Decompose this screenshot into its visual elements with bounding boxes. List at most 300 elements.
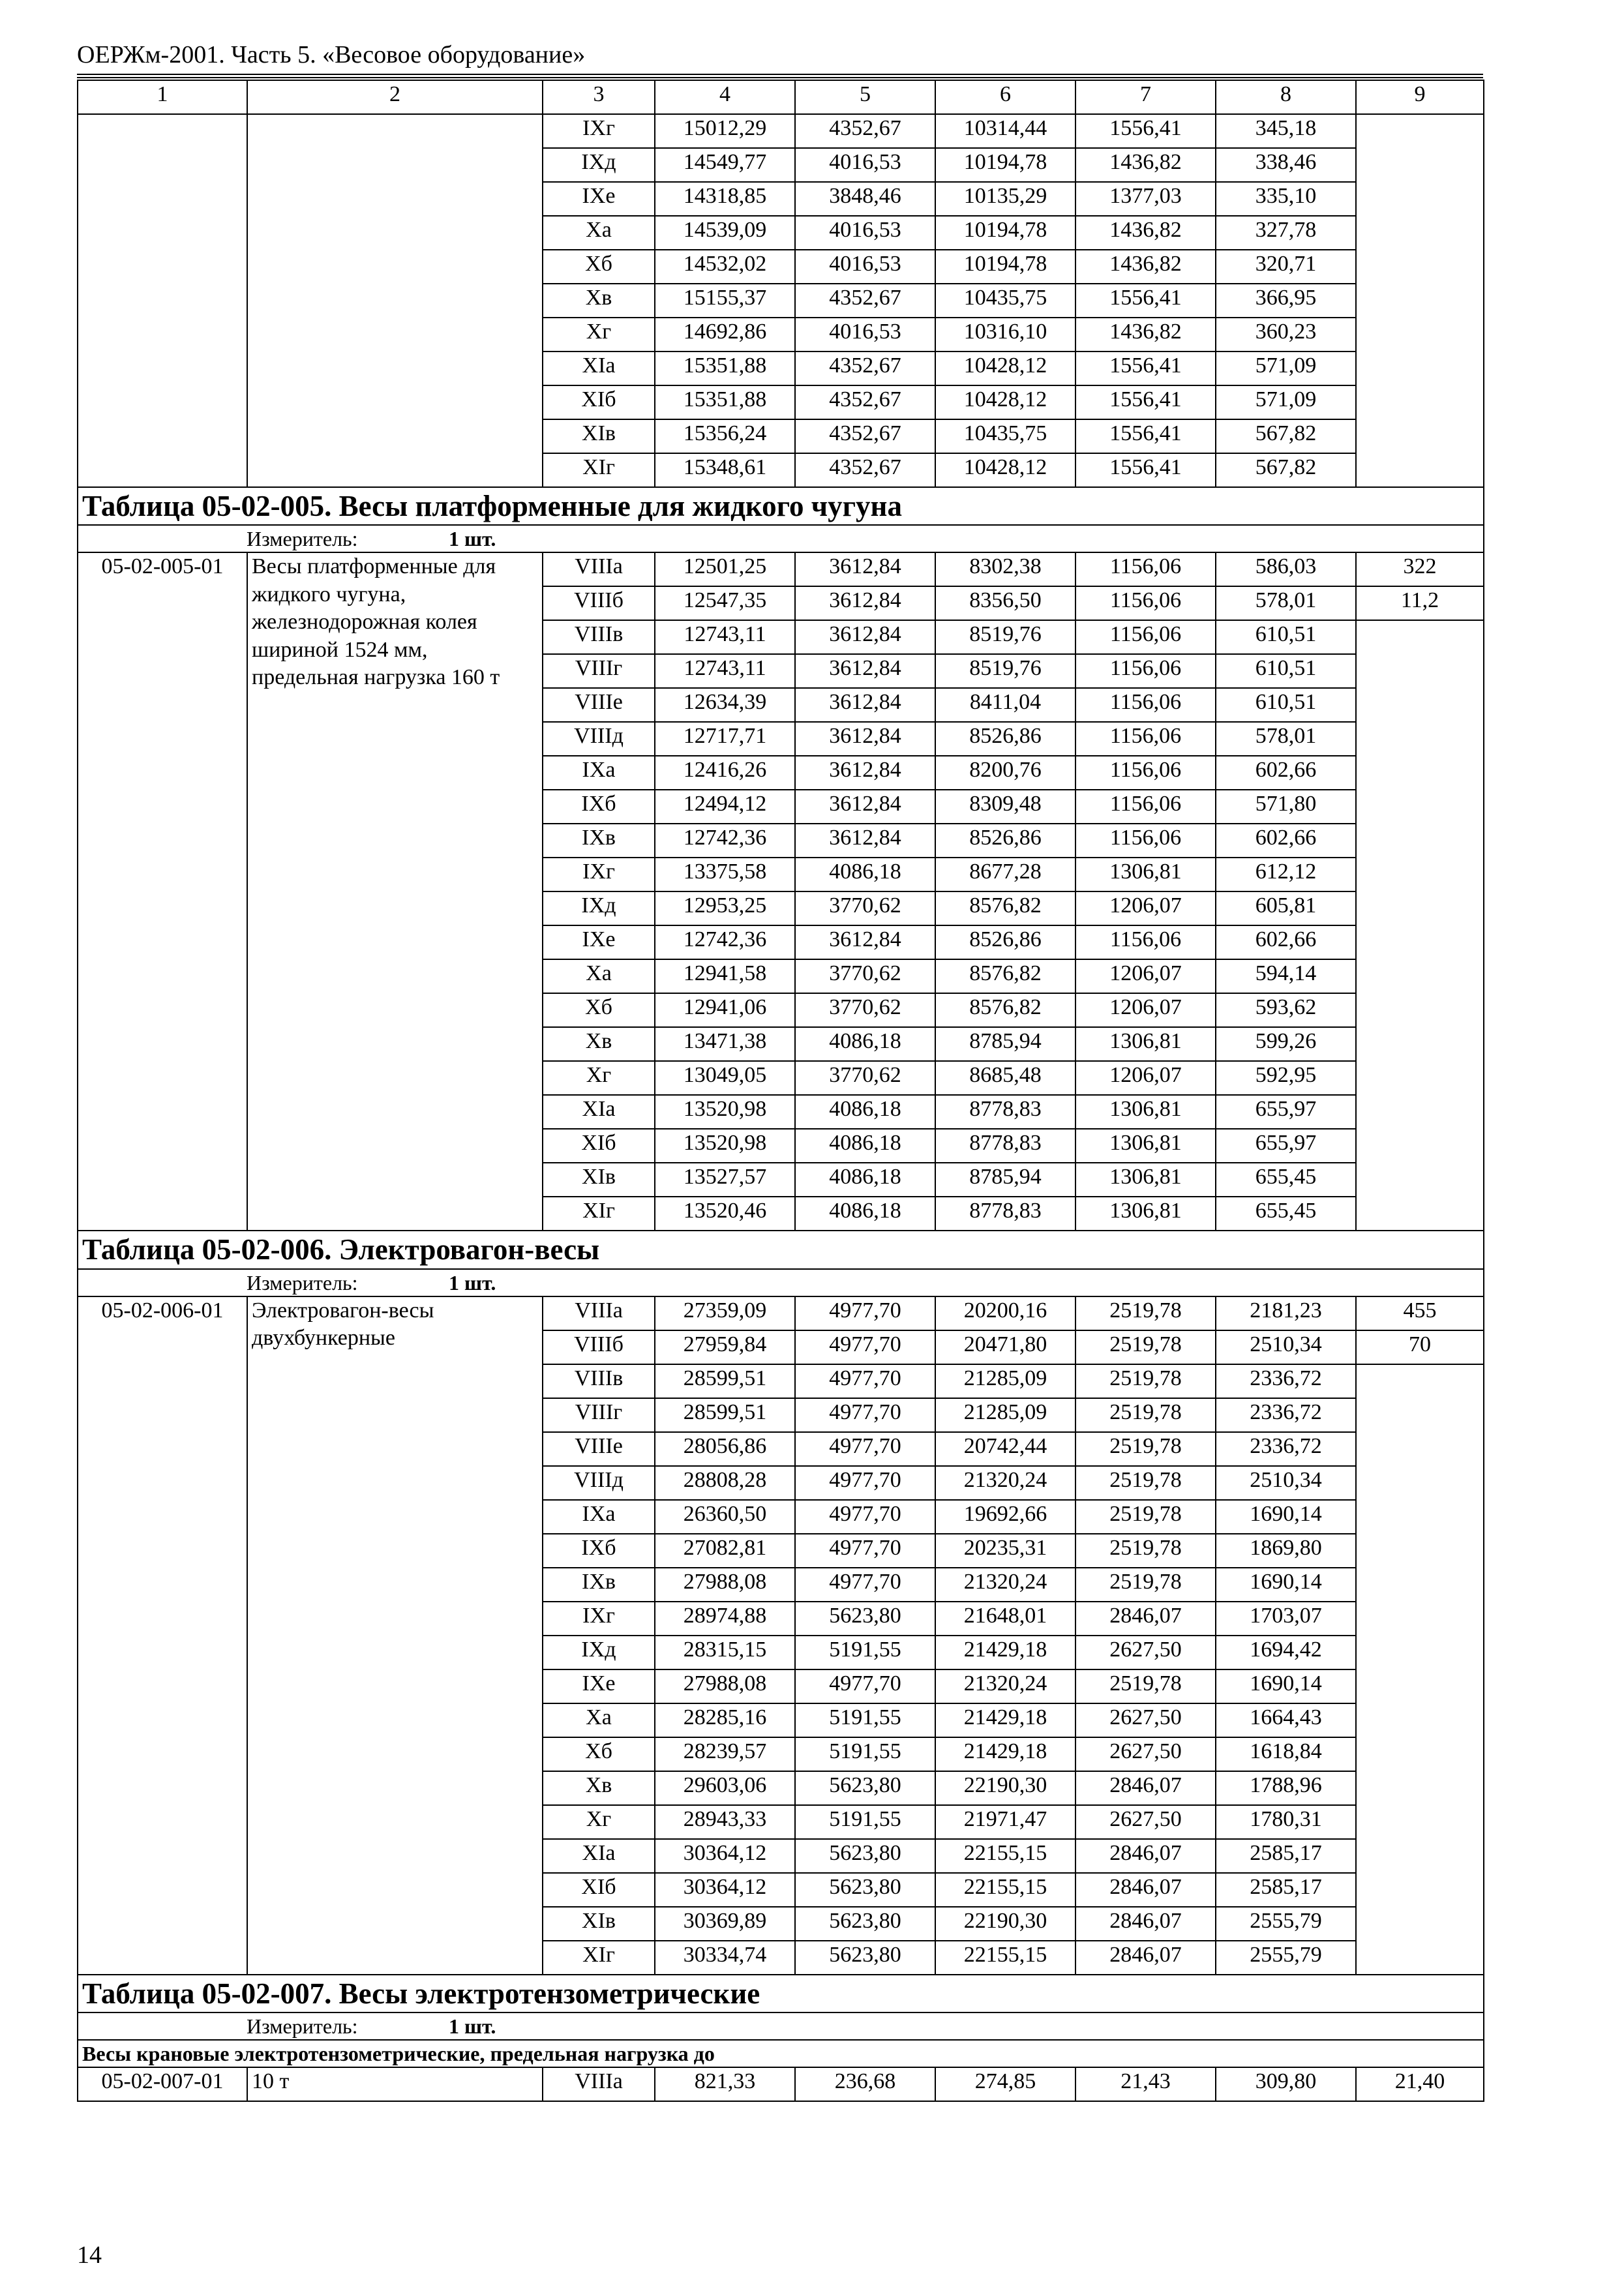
table-cell: 5623,80 [795, 1941, 935, 1975]
table-cell: 20235,31 [935, 1534, 1075, 1568]
table-cell: 2627,50 [1075, 1636, 1216, 1669]
table-cell: 15351,88 [655, 385, 795, 419]
meter-row [78, 525, 1484, 552]
table-cell: 2519,78 [1075, 1296, 1216, 1330]
table-cell: 1618,84 [1216, 1737, 1356, 1771]
col9-cell: 455 [1356, 1296, 1484, 1330]
table-cell: 4977,70 [795, 1330, 935, 1364]
code-cell: 05-02-006-01 [78, 1296, 247, 1975]
table-cell: IXб [543, 1534, 655, 1568]
table-cell: 821,33 [655, 2067, 795, 2101]
table-cell: 5623,80 [795, 1839, 935, 1873]
table-title: Таблица 05-02-006. Электровагон-весы [78, 1231, 1484, 1268]
table-cell: XIб [543, 1129, 655, 1163]
table-cell: 571,09 [1216, 352, 1356, 385]
col9-cell: 70 [1356, 1330, 1484, 1364]
table-cell: 3612,84 [795, 654, 935, 688]
table-cell: 27359,09 [655, 1296, 795, 1330]
table-cell: 1556,41 [1075, 453, 1216, 487]
table-cell: 2519,78 [1075, 1466, 1216, 1500]
table-cell: 27988,08 [655, 1568, 795, 1602]
table-cell: 10435,75 [935, 419, 1075, 453]
table-cell: VIIIд [543, 722, 655, 756]
table-cell: VIIIд [543, 1466, 655, 1500]
table-cell: 28943,33 [655, 1805, 795, 1839]
table-cell: 605,81 [1216, 891, 1356, 925]
table-cell: 5623,80 [795, 1873, 935, 1907]
table-cell: 15356,24 [655, 419, 795, 453]
table-cell: 602,66 [1216, 925, 1356, 959]
table-cell: 1436,82 [1075, 216, 1216, 250]
table-cell: Xг [543, 1805, 655, 1839]
table-cell: 3612,84 [795, 722, 935, 756]
table-cell: 3848,46 [795, 182, 935, 216]
header-rule [77, 74, 1483, 75]
table-cell: 4086,18 [795, 1129, 935, 1163]
table-cell: Xв [543, 1771, 655, 1805]
table-cell: 8576,82 [935, 993, 1075, 1027]
table-cell: VIIIa [543, 1296, 655, 1330]
table-cell: 2846,07 [1075, 1839, 1216, 1873]
table-cell: 360,23 [1216, 318, 1356, 352]
table-cell: 10194,78 [935, 148, 1075, 182]
column-number: 4 [655, 80, 795, 114]
table-cell: 28315,15 [655, 1636, 795, 1669]
table-cell: 610,51 [1216, 654, 1356, 688]
table-row [78, 552, 1484, 586]
table-cell: 4352,67 [795, 453, 935, 487]
table-cell: 1206,07 [1075, 993, 1216, 1027]
table-cell: 20471,80 [935, 1330, 1075, 1364]
table-cell: 655,97 [1216, 1095, 1356, 1129]
table-cell: 4352,67 [795, 419, 935, 453]
table-cell: 8685,48 [935, 1061, 1075, 1095]
table-cell: 4977,70 [795, 1534, 935, 1568]
table-cell: VIIIe [543, 688, 655, 722]
table-cell: 19692,66 [935, 1500, 1075, 1534]
table-cell: 1377,03 [1075, 182, 1216, 216]
table-cell: 8526,86 [935, 925, 1075, 959]
table-cell: 2519,78 [1075, 1330, 1216, 1364]
table-cell: 22155,15 [935, 1941, 1075, 1975]
table-cell: 10428,12 [935, 385, 1075, 419]
resource-table [77, 80, 1484, 2102]
table-cell: 2846,07 [1075, 1771, 1216, 1805]
table-cell: 1306,81 [1075, 1163, 1216, 1197]
table-cell: 1556,41 [1075, 114, 1216, 148]
table-cell: 1156,06 [1075, 756, 1216, 790]
meter-row [78, 1269, 1484, 1296]
table-cell: Xг [543, 318, 655, 352]
table-cell: 30369,89 [655, 1907, 795, 1941]
meter-cell [78, 2012, 1484, 2040]
table-cell: XIa [543, 1095, 655, 1129]
table-cell: 8785,94 [935, 1027, 1075, 1061]
table-cell: 21320,24 [935, 1568, 1075, 1602]
table-cell: 1703,07 [1216, 1602, 1356, 1636]
meter-label: Измеритель: [247, 527, 358, 551]
table-cell: 5623,80 [795, 1907, 935, 1941]
table-cell: 15155,37 [655, 284, 795, 318]
table-cell: 3770,62 [795, 891, 935, 925]
table-cell: IXe [543, 182, 655, 216]
column-number: 5 [795, 80, 935, 114]
table-cell: 1306,81 [1075, 1129, 1216, 1163]
table-cell: 12743,11 [655, 654, 795, 688]
table-cell: 578,01 [1216, 586, 1356, 620]
table-cell: 2627,50 [1075, 1703, 1216, 1737]
table-cell: 22155,15 [935, 1839, 1075, 1873]
table-cell: 28056,86 [655, 1432, 795, 1466]
table-cell: VIIIб [543, 1330, 655, 1364]
meter-label: Измеритель: [247, 1270, 358, 1294]
table-cell: 27988,08 [655, 1669, 795, 1703]
table-cell: 3612,84 [795, 756, 935, 790]
table-cell: IXa [543, 756, 655, 790]
table-cell: 1556,41 [1075, 284, 1216, 318]
col9-cell: 322 [1356, 552, 1484, 586]
table-cell: 2585,17 [1216, 1873, 1356, 1907]
table-cell: Xa [543, 959, 655, 993]
table-cell: 594,14 [1216, 959, 1356, 993]
table-cell: 3612,84 [795, 552, 935, 586]
table-cell: 3770,62 [795, 993, 935, 1027]
table-cell: 8526,86 [935, 824, 1075, 858]
table-cell: 29603,06 [655, 1771, 795, 1805]
table-cell: 4352,67 [795, 385, 935, 419]
code-cell: 05-02-005-01 [78, 552, 247, 1231]
table-cell: 8309,48 [935, 790, 1075, 824]
table-cell: IXд [543, 148, 655, 182]
table-cell: Xб [543, 993, 655, 1027]
table-cell: 567,82 [1216, 453, 1356, 487]
table-cell: 612,12 [1216, 858, 1356, 891]
table-title: Таблица 05-02-007. Весы электротензометрические [78, 1975, 1484, 2012]
table-cell: IXe [543, 1669, 655, 1703]
table-cell: 5623,80 [795, 1771, 935, 1805]
table-cell: 28599,51 [655, 1364, 795, 1398]
table-cell: XIг [543, 1941, 655, 1975]
table-cell: 12494,12 [655, 790, 795, 824]
table-cell: 28599,51 [655, 1398, 795, 1432]
table-cell: 2336,72 [1216, 1398, 1356, 1432]
table-cell: 2336,72 [1216, 1364, 1356, 1398]
table-cell: 8356,50 [935, 586, 1075, 620]
table-cell: VIIIг [543, 1398, 655, 1432]
table-cell: 28285,16 [655, 1703, 795, 1737]
table-cell: 10194,78 [935, 250, 1075, 284]
table-cell: 327,78 [1216, 216, 1356, 250]
table-cell: 320,71 [1216, 250, 1356, 284]
table-cell: 13471,38 [655, 1027, 795, 1061]
table-row [78, 114, 1484, 148]
table-cell: 1156,06 [1075, 654, 1216, 688]
column-number: 8 [1216, 80, 1356, 114]
table-cell: 22190,30 [935, 1771, 1075, 1805]
column-number: 1 [78, 80, 247, 114]
table-cell: XIa [543, 352, 655, 385]
description-cell: Электровагон-весы двухбункерные [247, 1296, 543, 1975]
table-cell: IXд [543, 1636, 655, 1669]
table-cell: 30364,12 [655, 1839, 795, 1873]
table-cell: 4977,70 [795, 1398, 935, 1432]
table-cell: 8519,76 [935, 654, 1075, 688]
table-cell: 1156,06 [1075, 552, 1216, 586]
table-cell: 578,01 [1216, 722, 1356, 756]
table-cell: 20742,44 [935, 1432, 1075, 1466]
table-cell: 8576,82 [935, 891, 1075, 925]
table-cell: 4086,18 [795, 858, 935, 891]
table-cell: 4016,53 [795, 318, 935, 352]
table-cell: 4352,67 [795, 352, 935, 385]
table-cell: 14549,77 [655, 148, 795, 182]
table-cell: 12416,26 [655, 756, 795, 790]
table-cell: 12743,11 [655, 620, 795, 654]
table-cell: 13049,05 [655, 1061, 795, 1095]
column-number: 2 [247, 80, 543, 114]
table-cell: 655,45 [1216, 1163, 1356, 1197]
table-cell: 10194,78 [935, 216, 1075, 250]
table-cell: 2519,78 [1075, 1568, 1216, 1602]
table-cell: 12941,58 [655, 959, 795, 993]
table-cell: 4977,70 [795, 1296, 935, 1330]
table-cell: 1306,81 [1075, 1095, 1216, 1129]
table-cell: 10428,12 [935, 453, 1075, 487]
table-cell: 335,10 [1216, 182, 1356, 216]
table-cell: 1206,07 [1075, 959, 1216, 993]
table-cell: 21648,01 [935, 1602, 1075, 1636]
subheading: Весы крановые электротензометрические, предельная нагрузка до [78, 2040, 1484, 2067]
table-cell: 602,66 [1216, 824, 1356, 858]
table-cell: 274,85 [935, 2067, 1075, 2101]
table-cell: 4016,53 [795, 216, 935, 250]
table-cell: 1869,80 [1216, 1534, 1356, 1568]
table-cell: 8677,28 [935, 858, 1075, 891]
table-cell: VIIIг [543, 654, 655, 688]
table-cell: 592,95 [1216, 1061, 1356, 1095]
table-cell: 15012,29 [655, 114, 795, 148]
table-cell: 13520,46 [655, 1197, 795, 1231]
table-cell: 8411,04 [935, 688, 1075, 722]
table-cell: 21429,18 [935, 1737, 1075, 1771]
table-cell: 8302,38 [935, 552, 1075, 586]
table-cell: 4086,18 [795, 1197, 935, 1231]
table-cell: 26360,50 [655, 1500, 795, 1534]
table-cell: 2510,34 [1216, 1330, 1356, 1364]
table-cell: 1156,06 [1075, 586, 1216, 620]
column-number: 6 [935, 80, 1075, 114]
table-cell: 12742,36 [655, 925, 795, 959]
table-cell: 21285,09 [935, 1364, 1075, 1398]
table-cell: 10316,10 [935, 318, 1075, 352]
table-cell: 8200,76 [935, 756, 1075, 790]
table-cell: 5191,55 [795, 1703, 935, 1737]
table-cell: Xг [543, 1061, 655, 1095]
table-cell: 1436,82 [1075, 148, 1216, 182]
meter-unit: 1 шт. [449, 1270, 496, 1294]
table-cell: 2846,07 [1075, 1941, 1216, 1975]
table-cell: 21429,18 [935, 1636, 1075, 1669]
description-cell: Весы платформенные для жидкого чугуна, железнодорожная колея шириной 1524 мм, предельная нагрузка 160 т [247, 552, 543, 1231]
table-cell: IXб [543, 790, 655, 824]
table-cell: IXв [543, 1568, 655, 1602]
table-cell: 13375,58 [655, 858, 795, 891]
table-cell: 2627,50 [1075, 1805, 1216, 1839]
table-cell: 610,51 [1216, 620, 1356, 654]
meter-label: Измеритель: [247, 2014, 358, 2038]
table-cell: 4016,53 [795, 148, 935, 182]
table-cell: 602,66 [1216, 756, 1356, 790]
table-cell: 14318,85 [655, 182, 795, 216]
table-cell: 12941,06 [655, 993, 795, 1027]
meter-unit: 1 шт. [449, 527, 496, 551]
table-cell: 599,26 [1216, 1027, 1356, 1061]
table-cell: 1306,81 [1075, 858, 1216, 891]
table-cell: IXв [543, 824, 655, 858]
table-cell: IXг [543, 114, 655, 148]
code-cell [78, 114, 247, 487]
table-cell: 345,18 [1216, 114, 1356, 148]
page-header: ОЕРЖм-2001. Часть 5. «Весовое оборудование» [77, 41, 586, 68]
table-cell: 13520,98 [655, 1129, 795, 1163]
table-cell: 655,45 [1216, 1197, 1356, 1231]
table-cell: 21971,47 [935, 1805, 1075, 1839]
table-cell: 12742,36 [655, 824, 795, 858]
col9-cell: 11,2 [1356, 586, 1484, 620]
meter-cell [78, 1269, 1484, 1296]
table-cell: 4086,18 [795, 1163, 935, 1197]
table-cell: 3612,84 [795, 824, 935, 858]
table-cell: 2555,79 [1216, 1907, 1356, 1941]
table-cell: 236,68 [795, 2067, 935, 2101]
table-cell: VIIIe [543, 1432, 655, 1466]
table-cell: 1690,14 [1216, 1500, 1356, 1534]
table-cell: 14692,86 [655, 318, 795, 352]
table-cell: 12547,35 [655, 586, 795, 620]
table-cell: 1436,82 [1075, 250, 1216, 284]
table-title: Таблица 05-02-005. Весы платформенные для жидкого чугуна [78, 487, 1484, 525]
table-title-row [78, 1975, 1484, 2012]
table-cell: 14532,02 [655, 250, 795, 284]
column-number: 3 [543, 80, 655, 114]
table-cell: 1780,31 [1216, 1805, 1356, 1839]
table-cell: 12634,39 [655, 688, 795, 722]
table-cell: 8785,94 [935, 1163, 1075, 1197]
table-cell: 1788,96 [1216, 1771, 1356, 1805]
table-cell: 3612,84 [795, 620, 935, 654]
table-cell: 21,43 [1075, 2067, 1216, 2101]
column-number: 9 [1356, 80, 1484, 114]
table-cell: 2519,78 [1075, 1500, 1216, 1534]
table-cell: 4016,53 [795, 250, 935, 284]
table-cell: 571,09 [1216, 385, 1356, 419]
table-cell: 28239,57 [655, 1737, 795, 1771]
meter-row [78, 2012, 1484, 2040]
table-cell: 4086,18 [795, 1027, 935, 1061]
table-cell: XIб [543, 385, 655, 419]
table-cell: 1206,07 [1075, 891, 1216, 925]
table-cell: 571,80 [1216, 790, 1356, 824]
table-cell: 1156,06 [1075, 620, 1216, 654]
table-cell: 8778,83 [935, 1197, 1075, 1231]
table-cell: Xa [543, 1703, 655, 1737]
table-cell: 2519,78 [1075, 1398, 1216, 1432]
page-number: 14 [77, 2241, 102, 2269]
table-cell: 2627,50 [1075, 1737, 1216, 1771]
table-cell: Xa [543, 216, 655, 250]
table-cell: Xв [543, 1027, 655, 1061]
table-cell: 3770,62 [795, 1061, 935, 1095]
table-cell: 4977,70 [795, 1568, 935, 1602]
table-cell: 8778,83 [935, 1129, 1075, 1163]
table-cell: 30334,74 [655, 1941, 795, 1975]
table-cell: 15348,61 [655, 453, 795, 487]
table-cell: 4086,18 [795, 1095, 935, 1129]
table-cell: 12501,25 [655, 552, 795, 586]
table-cell: Xв [543, 284, 655, 318]
table-cell: 1436,82 [1075, 318, 1216, 352]
table-cell: 3612,84 [795, 790, 935, 824]
table-cell: XIa [543, 1839, 655, 1873]
table-cell: 5623,80 [795, 1602, 935, 1636]
table-cell: 2846,07 [1075, 1873, 1216, 1907]
table-cell: 21285,09 [935, 1398, 1075, 1432]
table-cell: 2519,78 [1075, 1432, 1216, 1466]
table-cell: 1690,14 [1216, 1568, 1356, 1602]
table-cell: 4977,70 [795, 1466, 935, 1500]
table-cell: 21,40 [1356, 2067, 1484, 2101]
table-cell: 2181,23 [1216, 1296, 1356, 1330]
table-cell: IXд [543, 891, 655, 925]
table-cell: 10435,75 [935, 284, 1075, 318]
table-cell: 8778,83 [935, 1095, 1075, 1129]
table-cell: 586,03 [1216, 552, 1356, 586]
table-cell: 13520,98 [655, 1095, 795, 1129]
table-cell: 655,97 [1216, 1129, 1356, 1163]
table-cell: VIIIв [543, 620, 655, 654]
table-cell: XIв [543, 1907, 655, 1941]
table-cell: 610,51 [1216, 688, 1356, 722]
column-number: 7 [1075, 80, 1216, 114]
meter-cell [78, 525, 1484, 552]
table-cell: VIIIa [543, 552, 655, 586]
table-cell: 2510,34 [1216, 1466, 1356, 1500]
table-cell: 4977,70 [795, 1432, 935, 1466]
table-cell: 2555,79 [1216, 1941, 1356, 1975]
table-cell: 2336,72 [1216, 1432, 1356, 1466]
table-cell: 1556,41 [1075, 419, 1216, 453]
table-cell: 2519,78 [1075, 1534, 1216, 1568]
table-cell: XIв [543, 419, 655, 453]
table-cell: XIг [543, 1197, 655, 1231]
table-cell: 3612,84 [795, 688, 935, 722]
table-cell: 28974,88 [655, 1602, 795, 1636]
subheading-row [78, 2040, 1484, 2067]
table-cell: 30364,12 [655, 1873, 795, 1907]
table-cell: Xб [543, 1737, 655, 1771]
table-cell: 366,95 [1216, 284, 1356, 318]
table-cell: 5191,55 [795, 1636, 935, 1669]
table-cell: 12953,25 [655, 891, 795, 925]
table-cell: 1690,14 [1216, 1669, 1356, 1703]
table-cell: 14539,09 [655, 216, 795, 250]
table-cell: 2846,07 [1075, 1602, 1216, 1636]
table-cell: Xб [543, 250, 655, 284]
table-cell: VIIIa [543, 2067, 655, 2101]
table-cell: VIIIб [543, 586, 655, 620]
table-title-row [78, 487, 1484, 525]
table-cell: 20200,16 [935, 1296, 1075, 1330]
